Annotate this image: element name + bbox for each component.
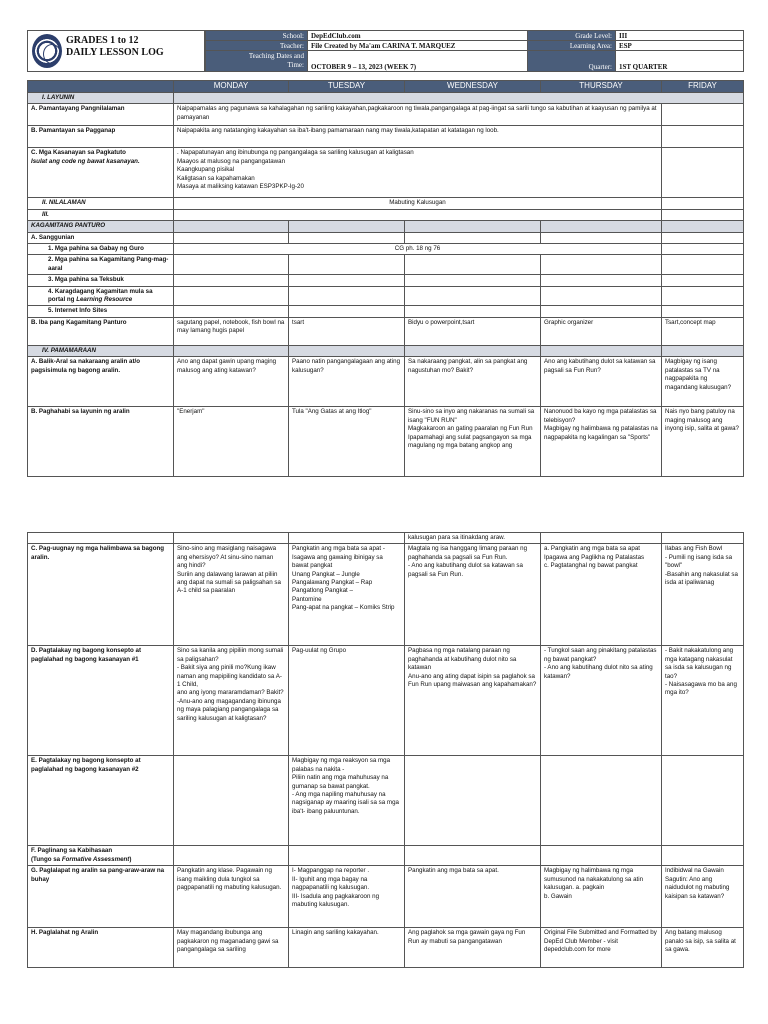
- row-teksbuk: 3. Mga pahina sa Teksbuk: [28, 275, 744, 286]
- lesson-log-page-2: [27, 532, 743, 968]
- teacher-label: Teacher:: [206, 41, 308, 51]
- deped-seal-icon: [32, 34, 62, 68]
- row-sanggunian: A. Sanggunian: [28, 232, 744, 243]
- row-iba-pang-kagamitan: B. Iba pang Kagamitang Panturo sagutang papel, notebook, fish bowl na may lamang hugis papel tsart Bidyu o powerpoint,tsart Graphic organizer Tsart,concept map: [28, 317, 744, 345]
- grade-value: III: [616, 31, 744, 41]
- row-paglinang: F. Paglinang sa Kabihasaan (Tungo sa Formative Assessment): [28, 846, 744, 866]
- days-header-row: [28, 81, 744, 93]
- day-friday: FRIDAY: [662, 81, 744, 93]
- lesson-log-page-1: [27, 80, 743, 477]
- document-title: GRADES 1 to 12 DAILY LESSON LOG: [66, 35, 164, 58]
- school-label: School:: [206, 31, 308, 41]
- day-thursday: THURSDAY: [541, 81, 662, 93]
- row-kasanayan-pagkatuto: C. Mga Kasanayan sa Pagkatuto Isulat ang code ng bawat kasanayan. . Napapatunayan ang ibinubunga ng pangangalaga sa sariling kalusugan at kaligtasan Maayos at malusog na pangangatawan Kaangkupang pisikal Kaligtasan sa kapahamakan Masaya at maliksing katawan ESP3PKP-Ig-20: [28, 148, 744, 198]
- row-balik-aral: A. Balik-Aral sa nakaraang aralin at/o pagsisimula ng bagong aralin. Ano ang dapat gawin upang maging malusog ang ating katawan? Paano natin pangangalagaan ang ating kalusugan? Sa nakaraang pangkat, alin sa pangkat ang nagustuhan mo? Bakit? Ano ang kabutihang dulot sa katawan sa pagsali sa Fun Run? Magbigay ng isang patalastas sa TV na nagpapakita ng magandang kalusugan?: [28, 357, 744, 407]
- lesson-log-table-2: [27, 532, 744, 968]
- row-pagtalakay-2: E. Pagtalakay ng bagong konsepto at paglalahad ng bagong kasanayan #2 Magbigay ng mga reaksyon sa mga palabas na nakita - Piliin natin ang mga mahuhusay na gumanap sa bawat pangkat. - Ang mga napiling mahuhusay na nagsiganap ay maaring isali sa sa mga iba't- ibang paluuntunan.: [28, 756, 744, 846]
- section-layunin: I. LAYUNIN: [28, 93, 744, 104]
- row-pagtalakay-1: D. Pagtalakay ng bagong konsepto at paglalahad ng bagong kasanayan #1 Sino sa kanila ang pipiliin mong sumali sa paligsahan? - Bakit siya ang pinili mo?Kung ikaw naman ang mapipiling kandidato sa A-1 Child, ano ang iyong mararamdaman? Bakit? -Anu-ano ang magagandang ibinunga ng maya palagiang pangangalaga sa sariling kalusugan at kaligtasan? Pag-uulat ng Grupo Pagbasa ng mga natalang paraan ng paghahanda at kabutihang dulot nito sa katawan Anu-ano ang ating dapat isipin sa paglahok sa Fun Run upang maiwasan ang kapahamakan? - Tungkol saan ang pinakitang patalastas ng bawat pangkat? - Ano ang kabutihang dulot nito sa ating katawan? - Bakit nakakatulong ang mga katagang nakasulat sa isda sa kalusugan ng tao? - Naisasagawa mo ba ang mga ito?: [28, 646, 744, 756]
- row-paglalapat: G. Paglalapat ng aralin sa pang-araw-araw na buhay Pangkatin ang klase. Pagawain ng isang maikling dula tungkol sa pagpapanatili ng mabuting kalusugan. I- Magpanggap na reporter . II- Iguhit ang mga bagay na nagpapanatili ng kalusugan. III- Isadula ang pagkakaroon ng mabuting kalusugan. Pangkatin ang mga bata sa apat. Magbigay ng halimbawa ng mga sumusunod na nakakatulong sa atin kalusugan. a. pagkain b. Gawain Indibidwal na Gawain Sagutin: Ano ang naidudulot ng mabuting kaisipan sa katawan?: [28, 866, 744, 928]
- row-pamantayan-pagganap: B. Pamantayan sa Pagganap Naipapakita ang natatanging kakayahan sa iba't-ibang pamamaraan nang may tiwala,katapatan at katatagan ng loob.: [28, 126, 744, 148]
- row-internet-info: 5. Internet Info Sites: [28, 306, 744, 317]
- header-info-table: [205, 30, 744, 72]
- day-wednesday: WEDNESDAY: [405, 81, 541, 93]
- section-kagamitan: KAGAMITANG PANTURO: [28, 221, 744, 232]
- row-pag-uugnay: C. Pag-uugnay ng mga halimbawa sa bagong aralin. Sino-sino ang masiglang naisagawa ang ehersisyo? At sinu-sino naman ang hindi? Suriin ang dalawang larawan at piliin ang dapat na sumali sa paligsahan sa A-1 child sa paaralan Pangkatin ang mga bata sa apat - Isagawa ang gawaing ibinigay sa bawat pangkat Unang Pangkat – Jungle Pangalawang Pangkat – Rap Pangatlong Pangkat – Pantomine Pang-apat na pangkat – Komiks Strip Magtala ng isa hanggang limang paraan ng paghahanda sa pagsali sa Fun Run. - Ano ang kabutihang dulot sa katawan sa pagsali sa Fun Run. a. Pangkatin ang mga bata sa apat Ipagawa ang Paglikha ng Patalastas c. Pagtatanghal ng bawat pangkat Ilabas ang Fish Bowl - Pumili ng isang isda sa "bowl" -Basahin ang nakasulat sa isda at ipaliwanag: [28, 544, 744, 646]
- day-tuesday: TUESDAY: [289, 81, 405, 93]
- row-continuation: kalusugan para sa itinakdang araw.: [28, 533, 744, 544]
- quarter-value: 1ST QUARTER: [616, 51, 744, 72]
- area-value: ESP: [616, 41, 744, 51]
- header-title-block: [27, 30, 205, 72]
- area-label: Learning Area:: [528, 41, 616, 51]
- row-gabay-guro: 1. Mga pahina sa Gabay ng Guro CG ph. 18 ng 76: [28, 244, 744, 255]
- lesson-log-table-1: [27, 80, 744, 477]
- dates-value: OCTOBER 9 – 13, 2023 (WEEK 7): [308, 51, 528, 72]
- row-pamantayang-pangnilalaman: A. Pamantayang Pangnilalaman Naipapamalas ang pagunawa sa kahalagahan ng sariling kakayahan,pagkakaroon ng tiwala,pangangalaga at pag-iingat sa sarili tungo sa kabutihan at kaayusan ng pamilya at pamayanan: [28, 104, 744, 126]
- row-paghahabi: B. Paghahabi sa layunin ng aralin "Enerjam" Tula "Ang Gatas at ang Itlog" Sinu-sino sa inyo ang nakaranas na sumali sa isang "FUN RUN" Magkakaroon an gating paaralan ng Fun Run Ipapamahagi ang sulat pagsangayon sa mga magulang ng mga batang angkop ang Nanonuod ba kayo ng mga patalastas sa telebisyon? Magbigay ng halimbawa ng patalastas na nagpapakita ng kagalingan sa "Sports" Nais nyo bang patuloy na maging malusog ang inyong isip, salita at gawa?: [28, 407, 744, 477]
- row-kagamitang-pang-mag-aaral: 2. Mga pahina sa Kagamitang Pang-mag-aaral: [28, 255, 744, 275]
- day-monday: MONDAY: [174, 81, 289, 93]
- school-value: DepEdClub.com: [308, 31, 528, 41]
- section-pamamaraan: IV. PAMAMARAAN: [28, 345, 744, 356]
- row-nilalaman: II. NILALAMAN Mabuting Kalusugan: [28, 198, 744, 209]
- row-paglalahat: H. Paglalahat ng Aralin May magandang ibubunga ang pagkakaron ng maganadang gawi sa pangangalaga sa sariling Linagin ang sariling kakayahan. Ang paglahok sa mga gawain gaya ng Fun Run ay mabuti sa pangangatawan Original File Submitted and Formatted by DepEd Club Member - visit depedclub.com for more Ang batang malusog panalo sa isip, sa salita at sa gawa.: [28, 928, 744, 968]
- row-karagdagang-kagamitan: 4. Karagdagang Kagamitan mula sa portal ng Learning Resource: [28, 286, 744, 306]
- quarter-label: Quarter:: [528, 51, 616, 72]
- row-iii: III.: [28, 209, 744, 220]
- dates-label: Teaching Dates and Time:: [206, 51, 308, 72]
- grade-label: Grade Level:: [528, 31, 616, 41]
- teacher-value: File Created by Ma'am CARINA T. MARQUEZ: [308, 41, 528, 51]
